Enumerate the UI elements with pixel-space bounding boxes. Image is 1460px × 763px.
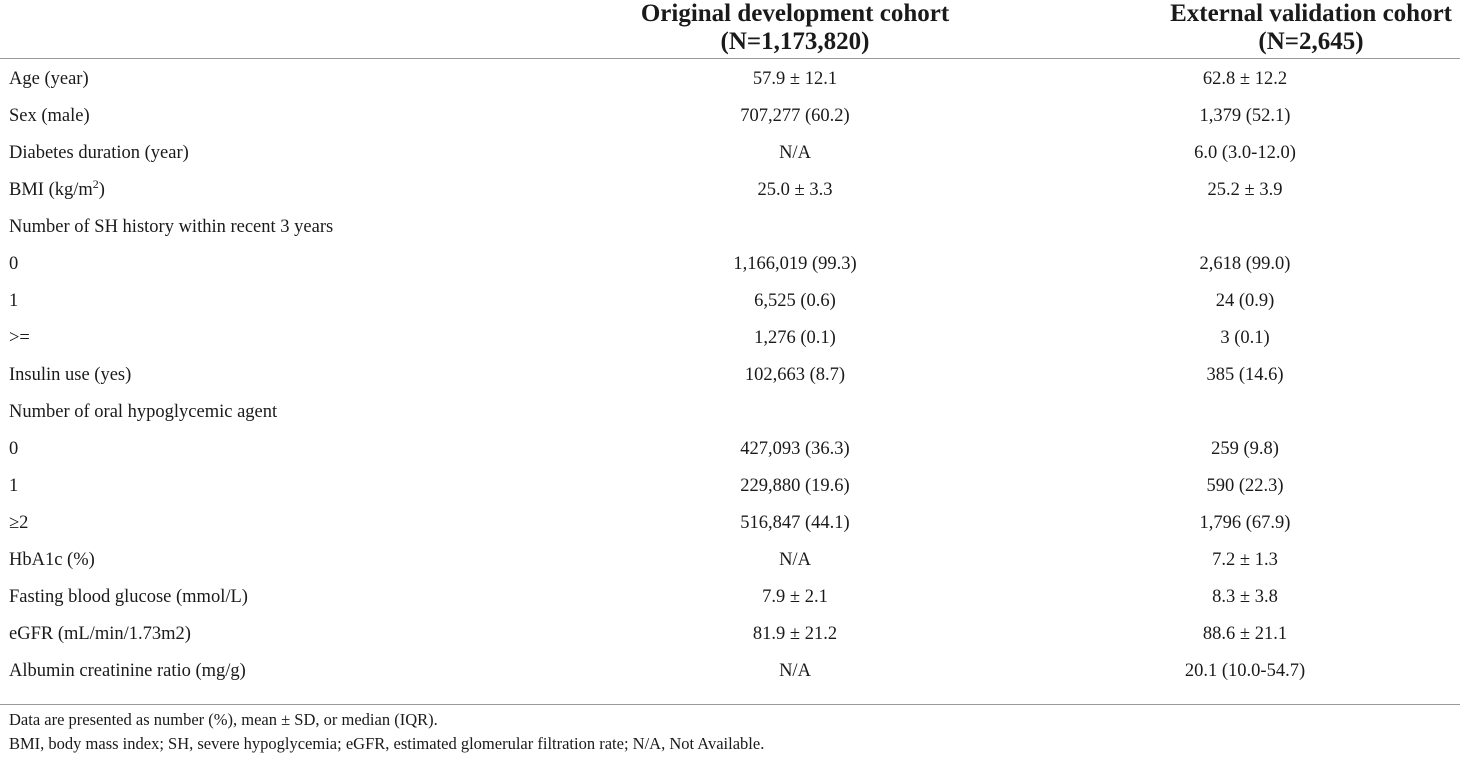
value-external: 62.8 ± 12.2	[1202, 69, 1288, 89]
table-row	[0, 431, 1460, 468]
value-original: 25.0 ± 3.3	[757, 180, 833, 200]
table-bottom-rule	[0, 704, 1460, 705]
footnote-data-presentation: Data are presented as number (%), mean ± SD, or median (IQR).	[9, 710, 438, 729]
header-external-cohort	[1030, 0, 1460, 59]
value-original: 1,276 (0.1)	[754, 328, 836, 348]
table-row	[0, 59, 1460, 99]
value-original: 427,093 (36.3)	[740, 439, 850, 459]
value-original: N/A	[779, 661, 811, 681]
value-external	[1030, 394, 1460, 431]
row-label: 0	[9, 254, 19, 274]
value-external: 259 (9.8)	[1211, 439, 1279, 459]
header-original-cohort	[560, 0, 1030, 59]
header-row	[0, 0, 1460, 59]
value-original: 229,880 (19.6)	[740, 476, 850, 496]
value-original: N/A	[779, 550, 811, 570]
row-label: eGFR (mL/min/1.73m2)	[9, 624, 191, 644]
header-original-n: (N=1,173,820)	[720, 28, 870, 55]
value-original: 102,663 (8.7)	[744, 365, 846, 385]
table-row	[0, 394, 1460, 431]
table-row	[0, 320, 1460, 357]
value-external: 385 (14.6)	[1206, 365, 1284, 385]
value-external: 88.6 ± 21.1	[1202, 624, 1288, 644]
value-original: 1,166,019 (99.3)	[733, 254, 857, 274]
table-row	[0, 135, 1460, 172]
value-original: 81.9 ± 21.2	[752, 624, 838, 644]
table-row	[0, 357, 1460, 394]
header-original-title: Original development cohort	[640, 0, 950, 27]
row-label: ≥2	[9, 513, 29, 533]
value-external: 6.0 (3.0-12.0)	[1194, 143, 1296, 163]
value-original: 6,525 (0.6)	[754, 291, 836, 311]
header-label	[0, 0, 560, 59]
value-original: 707,277 (60.2)	[740, 106, 850, 126]
table-row	[0, 579, 1460, 616]
value-external: 8.3 ± 3.8	[1212, 587, 1278, 607]
value-original: 57.9 ± 12.1	[752, 69, 838, 89]
row-label: 1	[9, 291, 19, 311]
table-row	[0, 542, 1460, 579]
table-row	[0, 246, 1460, 283]
value-external: 20.1 (10.0-54.7)	[1184, 661, 1306, 681]
row-label: 0	[9, 439, 19, 459]
header-external-title: External validation cohort	[1170, 0, 1452, 27]
row-label: Diabetes duration (year)	[9, 143, 189, 163]
row-label: HbA1c (%)	[9, 550, 95, 570]
row-label-text: BMI (kg/m	[9, 180, 93, 200]
row-label: Number of oral hypoglycemic agent	[9, 402, 278, 422]
row-label: Insulin use (yes)	[9, 365, 132, 385]
row-label: >=	[9, 328, 30, 348]
value-external: 25.2 ± 3.9	[1207, 180, 1283, 200]
table-body	[0, 59, 1460, 691]
row-label	[0, 172, 560, 209]
value-external: 7.2 ± 1.3	[1212, 550, 1278, 570]
table-footnotes	[9, 708, 764, 756]
row-label: Fasting blood glucose (mmol/L)	[9, 587, 248, 607]
table-row	[0, 505, 1460, 542]
value-external: 1,796 (67.9)	[1199, 513, 1291, 533]
row-label: Number of SH history within recent 3 years	[9, 217, 334, 237]
table-row	[0, 653, 1460, 690]
value-original: N/A	[779, 143, 811, 163]
value-external	[1030, 209, 1460, 246]
table-row	[0, 468, 1460, 505]
table-row	[0, 616, 1460, 653]
value-original: 516,847 (44.1)	[740, 513, 850, 533]
footnote-abbreviations: BMI, body mass index; SH, severe hypoglycemia; eGFR, estimated glomerular filtration rate; N/A, Not Available.	[9, 734, 765, 753]
value-external: 24 (0.9)	[1215, 291, 1275, 311]
row-label: Albumin creatinine ratio (mg/g)	[9, 661, 246, 681]
value-original: 7.9 ± 2.1	[762, 587, 828, 607]
value-external: 590 (22.3)	[1206, 476, 1284, 496]
table-row	[0, 98, 1460, 135]
row-label-suffix: )	[98, 180, 105, 200]
header-external-n: (N=2,645)	[1258, 28, 1364, 55]
value-external: 1,379 (52.1)	[1199, 106, 1291, 126]
value-original	[560, 394, 1030, 431]
value-external: 3 (0.1)	[1220, 328, 1270, 348]
value-external: 2,618 (99.0)	[1199, 254, 1291, 274]
row-label: Sex (male)	[9, 106, 90, 126]
row-label-superscript: 2	[92, 176, 99, 191]
row-label: 1	[9, 476, 19, 496]
table-row	[0, 283, 1460, 320]
row-label: Age (year)	[9, 69, 89, 89]
table-row	[0, 209, 1460, 246]
value-original	[560, 209, 1030, 246]
table-row	[0, 172, 1460, 209]
